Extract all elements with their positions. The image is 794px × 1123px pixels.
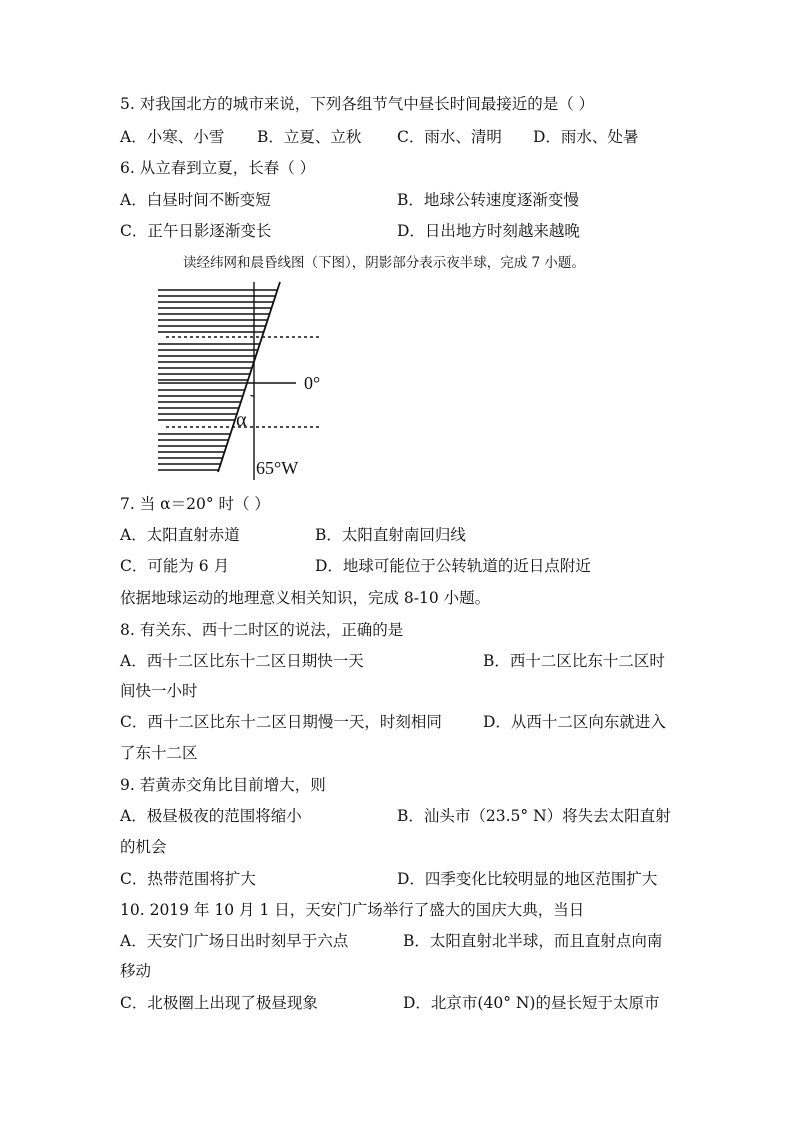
q6-option-a: A．白昼时间不断变短	[120, 191, 271, 209]
q9-option-a: A．极昼极夜的范围将缩小	[120, 807, 302, 825]
q8-option-d-line2: 了东十二区	[120, 744, 198, 762]
q8-stem: 8. 有关东、西十二时区的说法，正确的是	[120, 621, 404, 639]
q8-option-b-line2: 间快一小时	[120, 682, 198, 700]
q7-stem: 7. 当 α＝20° 时（ ）	[120, 495, 270, 513]
q10-option-a: A．天安门广场日出时刻早于六点	[120, 932, 349, 950]
q8-option-c: C．西十二区比东十二区日期慢一天，时刻相同	[120, 713, 442, 731]
q5-option-a: A．小寒、小雪	[120, 128, 225, 146]
q5-option-c: C．雨水、清明	[397, 128, 502, 146]
q7-option-d: D．地球可能位于公转轨道的近日点附近	[315, 557, 591, 575]
q7-option-c: C．可能为 6 月	[120, 557, 230, 575]
q5-option-b: B．立夏、立秋	[257, 128, 362, 146]
q5-option-d: D．雨水、处暑	[533, 128, 639, 146]
angle-arc	[251, 396, 255, 397]
meridian-label: 65°W	[256, 458, 299, 478]
q9-stem: 9. 若黄赤交角比目前增大，则	[120, 776, 326, 794]
q10-stem: 10. 2019 年 10 月 1 日，天安门广场举行了盛大的国庆大典，当日	[120, 901, 585, 919]
q9-option-b-line2: 的机会	[120, 838, 167, 856]
q10-option-d: D．北京市(40° N)的昼长短于太原市	[403, 994, 660, 1012]
q9-option-d: D．四季变化比较明显的地区范围扩大	[397, 870, 658, 888]
terminator-diagram	[118, 280, 333, 480]
q6-option-d: D．日出地方时刻越来越晚	[397, 222, 580, 240]
intro-8-10: 依据地球运动的地理意义相关知识，完成 8-10 小题。	[120, 589, 491, 607]
terminator-figure	[118, 280, 333, 480]
terminator-line	[218, 282, 280, 472]
q6-option-c: C．正午日影逐渐变长	[120, 222, 272, 240]
q5-stem: 5. 对我国北方的城市来说，下列各组节气中昼长时间最接近的是（ ）	[120, 95, 595, 113]
q7-option-b: B．太阳直射南回归线	[315, 526, 466, 544]
q9-option-b-line1: B．汕头市（23.5° N）将失去太阳直射	[397, 807, 671, 825]
q10-option-b-line2: 移动	[120, 962, 152, 980]
q8-option-a: A．西十二区比东十二区日期快一天	[120, 652, 364, 670]
equator-label: 0°	[304, 373, 321, 393]
q9-option-c: C．热带范围将扩大	[120, 870, 256, 888]
q6-stem: 6. 从立春到立夏，长春（ ）	[120, 159, 316, 177]
q10-option-b-line1: B．太阳直射北半球，而且直射点向南	[403, 932, 663, 950]
alpha-label: α	[236, 409, 247, 431]
q8-option-d-line1: D．从西十二区向东就进入	[483, 713, 666, 731]
q6-option-b: B．地球公转速度逐渐变慢	[397, 191, 579, 209]
q8-option-b-line1: B．西十二区比东十二区时	[483, 652, 665, 670]
q7-option-a: A．太阳直射赤道	[120, 526, 240, 544]
figure-caption: 读经纬网和晨昏线图（下图），阴影部分表示夜半球，完成 7 小题。	[183, 255, 585, 271]
q10-option-c: C．北极圈上出现了极昼现象	[120, 994, 318, 1012]
